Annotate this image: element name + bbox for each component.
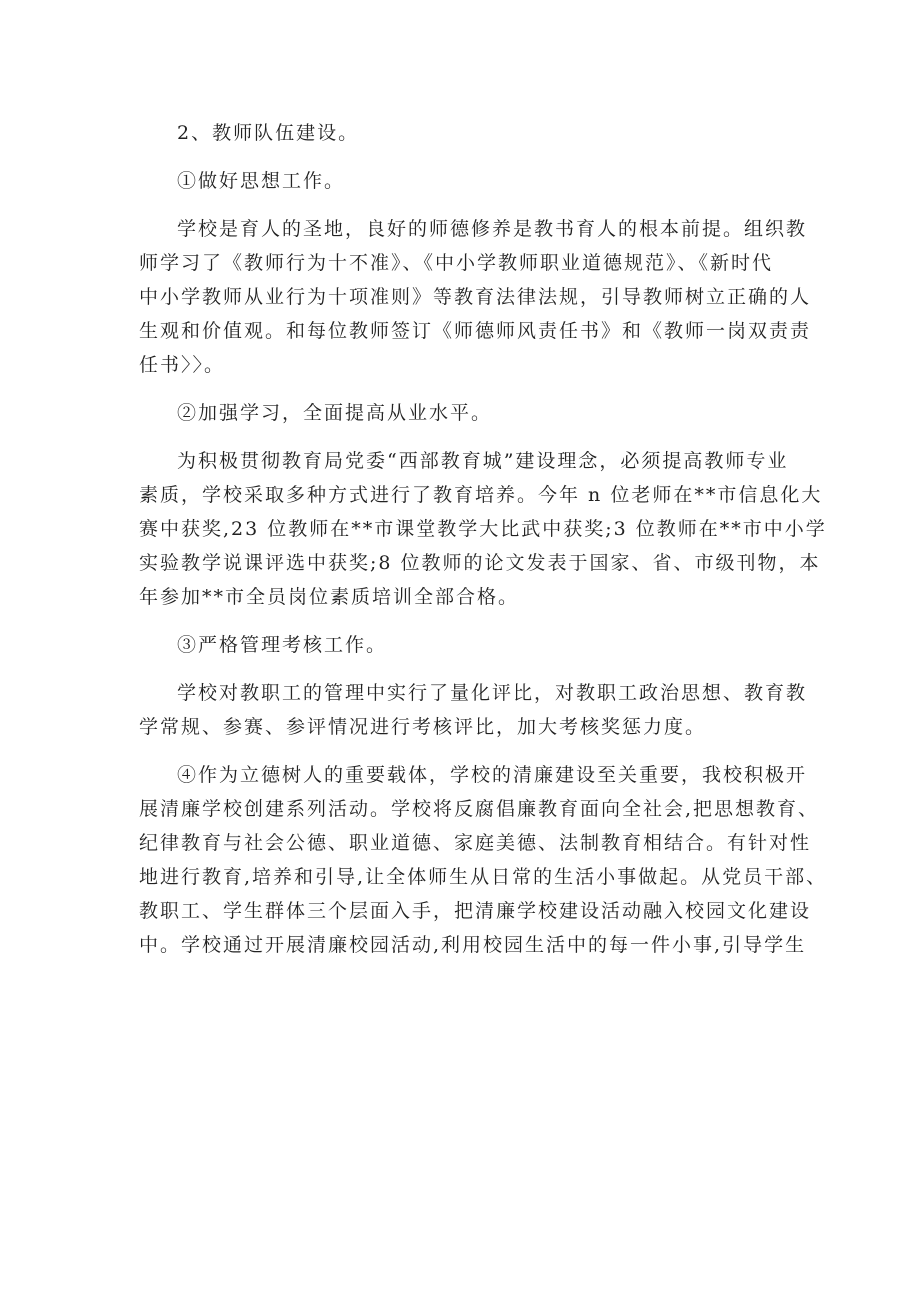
- paragraph-teacher-ethics: [139, 212, 812, 382]
- document-body: [139, 116, 828, 976]
- text-line: 中小学教师从业行为十项准则》等教育法律法规，引导教师树立正确的人: [139, 286, 812, 308]
- text-line: 纪律教育与社会公德、职业道德、家庭美德、法制教育相结合。有针对性: [139, 832, 812, 854]
- text-line: 实验教学说课评选中获奖;8 位教师的论文发表于国家、省、市级刊物，本: [139, 552, 821, 574]
- text-line: 赛中获奖,23 位教师在**市课堂教学大比武中获奖;3 位教师在**市中小学: [139, 518, 827, 540]
- section-heading-teacher-team: 2、教师队伍建设。: [177, 122, 360, 144]
- subheading-strengthen-learning: ②加强学习，全面提高从业水平。: [177, 402, 493, 424]
- text-line: 教职工、学生群体三个层面入手，把清廉学校建设活动融入校园文化建设: [139, 900, 812, 922]
- text-line: 中。学校通过开展清廉校园活动,利用校园生活中的每一件小事,引导学生: [139, 934, 807, 956]
- subheading-ideology-work: ①做好思想工作。: [177, 170, 346, 192]
- text-line: 展清廉学校创建系列活动。学校将反腐倡廉教育面向全社会,把思想教育、: [139, 798, 820, 820]
- text-line: 素质，学校采取多种方式进行了教育培养。今年 n 位老师在**市信息化大: [139, 484, 823, 506]
- text-line: 任书〉〉。: [139, 354, 226, 376]
- paragraph-professional-training: [139, 444, 827, 614]
- text-line: 学校是育人的圣地，良好的师德修养是教书育人的根本前提。组织教: [177, 218, 808, 240]
- subheading-management-assessment: ③严格管理考核工作。: [177, 634, 388, 656]
- text-line: 生观和价值观。和每位教师签订《师德师风责任书》和《教师一岗双责责: [139, 320, 812, 342]
- text-line: 师学习了《教师行为十不准》、《中小学教师职业道德规范》、《新时代: [139, 252, 774, 274]
- text-line: 学校对教职工的管理中实行了量化评比，对教职工政治思想、教育教: [177, 682, 808, 704]
- text-line: 地进行教育,培养和引导,让全体师生从日常的生活小事做起。从党员干部、: [139, 866, 828, 888]
- text-line: 为积极贯彻教育局党委“西部教育城”建设理念，必须提高教师专业: [177, 450, 789, 472]
- text-line: ④作为立德树人的重要载体，学校的清廉建设至关重要，我校积极开: [177, 764, 808, 786]
- paragraph-quantified-assessment: [139, 676, 808, 744]
- text-line: 学常规、参赛、参评情况进行考核评比，加大考核奖惩力度。: [139, 716, 707, 738]
- paragraph-clean-school: [139, 758, 828, 962]
- text-line: 年参加**市全员岗位素质培训全部合格。: [139, 586, 520, 608]
